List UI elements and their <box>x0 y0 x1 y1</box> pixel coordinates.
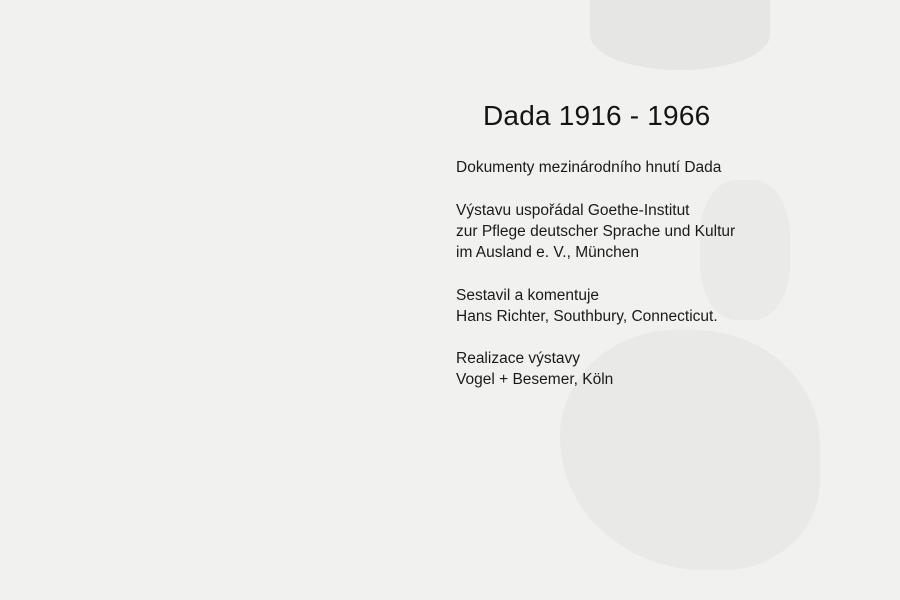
organizer-line: Výstavu uspořádal Goethe-Institut <box>456 202 690 219</box>
realization-block <box>456 348 613 390</box>
show-through-shape <box>590 0 770 70</box>
organizer-line: zur Pflege deutscher Sprache und Kultur <box>456 223 736 240</box>
document-subtitle: Dokumenty mezinárodního hnutí Dada <box>456 159 722 176</box>
compiler-block <box>456 285 718 327</box>
compiler-line: Hans Richter, Southbury, Connecticut. <box>456 308 718 325</box>
realization-line: Vogel + Besemer, Köln <box>456 371 614 388</box>
organizer-block <box>456 200 735 263</box>
compiler-line: Sestavil a komentuje <box>456 287 600 304</box>
realization-line: Realizace výstavy <box>456 350 581 367</box>
organizer-line: im Ausland e. V., München <box>456 244 639 261</box>
document-title: Dada 1916 - 1966 <box>483 100 711 131</box>
